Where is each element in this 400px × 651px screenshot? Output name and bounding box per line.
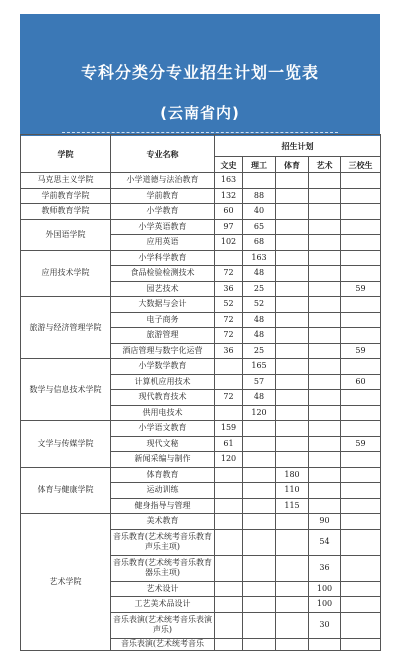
column-header-wenshi: 文史 <box>215 157 243 173</box>
major-cell: 现代教育技术 <box>111 390 215 406</box>
wenshi-cell: 61 <box>215 436 243 452</box>
major-cell: 食品检验检测技术 <box>111 266 215 282</box>
major-cell: 现代文秘 <box>111 436 215 452</box>
tiyu-cell <box>276 173 309 189</box>
ligong-cell <box>243 483 276 499</box>
table-body <box>21 173 381 651</box>
table-row <box>21 188 381 204</box>
ligong-cell: 25 <box>243 343 276 359</box>
sanxiao-cell <box>341 514 381 530</box>
major-cell: 供用电技术 <box>111 405 215 421</box>
wenshi-cell: 36 <box>215 343 243 359</box>
yishu-cell <box>309 638 341 650</box>
sanxiao-cell <box>341 452 381 468</box>
college-cell: 应用技术学院 <box>21 250 111 297</box>
college-cell: 教师教育学院 <box>21 204 111 220</box>
sanxiao-cell <box>341 498 381 514</box>
sanxiao-cell <box>341 467 381 483</box>
college-cell: 旅游与经济管理学院 <box>21 297 111 359</box>
major-cell: 美术教育 <box>111 514 215 530</box>
tiyu-cell <box>276 421 309 437</box>
major-cell: 酒店管理与数字化运营 <box>111 343 215 359</box>
wenshi-cell <box>215 529 243 555</box>
major-cell: 音乐教育(艺术统考音乐教育声乐主项) <box>111 529 215 555</box>
wenshi-cell <box>215 555 243 581</box>
tiyu-cell <box>276 266 309 282</box>
ligong-cell: 48 <box>243 312 276 328</box>
major-cell: 旅游管理 <box>111 328 215 344</box>
yishu-cell <box>309 328 341 344</box>
major-cell: 大数据与会计 <box>111 297 215 313</box>
yishu-cell <box>309 281 341 297</box>
major-cell: 运动训练 <box>111 483 215 499</box>
major-cell: 音乐表演(艺术统考音乐表演声乐) <box>111 612 215 638</box>
header-divider <box>62 132 338 133</box>
yishu-cell <box>309 498 341 514</box>
column-header-college: 学院 <box>21 135 111 173</box>
yishu-cell: 100 <box>309 581 341 597</box>
table-row <box>21 421 381 437</box>
ligong-cell <box>243 514 276 530</box>
ligong-cell <box>243 612 276 638</box>
sanxiao-cell <box>341 359 381 375</box>
sanxiao-cell <box>341 235 381 251</box>
tiyu-cell <box>276 359 309 375</box>
ligong-cell <box>243 452 276 468</box>
yishu-cell <box>309 235 341 251</box>
tiyu-cell <box>276 250 309 266</box>
wenshi-cell <box>215 612 243 638</box>
ligong-cell: 40 <box>243 204 276 220</box>
tiyu-cell <box>276 612 309 638</box>
ligong-cell: 48 <box>243 390 276 406</box>
ligong-cell <box>243 173 276 189</box>
ligong-cell: 65 <box>243 219 276 235</box>
major-cell: 健身指导与管理 <box>111 498 215 514</box>
ligong-cell: 88 <box>243 188 276 204</box>
tiyu-cell <box>276 328 309 344</box>
table-row <box>21 204 381 220</box>
wenshi-cell <box>215 483 243 499</box>
ligong-cell <box>243 555 276 581</box>
ligong-cell: 48 <box>243 266 276 282</box>
major-cell: 园艺技术 <box>111 281 215 297</box>
sanxiao-cell <box>341 421 381 437</box>
enrollment-plan-table <box>20 134 381 651</box>
column-header-yishu: 艺术 <box>309 157 341 173</box>
page-title: 专科分类分专业招生计划一览表 <box>80 63 319 82</box>
yishu-cell <box>309 312 341 328</box>
table-row <box>21 173 381 189</box>
tiyu-cell: 115 <box>276 498 309 514</box>
college-cell: 学前教育学院 <box>21 188 111 204</box>
yishu-cell <box>309 405 341 421</box>
ligong-cell: 163 <box>243 250 276 266</box>
wenshi-cell: 97 <box>215 219 243 235</box>
yishu-cell <box>309 204 341 220</box>
yishu-cell: 90 <box>309 514 341 530</box>
sanxiao-cell <box>341 597 381 613</box>
wenshi-cell: 72 <box>215 390 243 406</box>
tiyu-cell <box>276 297 309 313</box>
wenshi-cell <box>215 374 243 390</box>
tiyu-cell <box>276 204 309 220</box>
yishu-cell <box>309 467 341 483</box>
sanxiao-cell <box>341 297 381 313</box>
table-row <box>21 297 381 313</box>
column-header-major: 专业名称 <box>111 135 215 173</box>
table-row <box>21 250 381 266</box>
sanxiao-cell: 59 <box>341 281 381 297</box>
tiyu-cell <box>276 188 309 204</box>
sanxiao-cell <box>341 581 381 597</box>
tiyu-cell: 180 <box>276 467 309 483</box>
table-row <box>21 514 381 530</box>
ligong-cell: 25 <box>243 281 276 297</box>
college-cell: 马克思主义学院 <box>21 173 111 189</box>
ligong-cell <box>243 467 276 483</box>
sanxiao-cell: 60 <box>341 374 381 390</box>
yishu-cell <box>309 359 341 375</box>
sanxiao-cell <box>341 612 381 638</box>
tiyu-cell <box>276 390 309 406</box>
ligong-cell <box>243 581 276 597</box>
tiyu-cell <box>276 555 309 581</box>
major-cell: 小学道德与法治教育 <box>111 173 215 189</box>
yishu-cell: 36 <box>309 555 341 581</box>
tiyu-cell <box>276 638 309 650</box>
yishu-cell <box>309 266 341 282</box>
wenshi-cell: 120 <box>215 452 243 468</box>
ligong-cell: 120 <box>243 405 276 421</box>
yishu-cell <box>309 374 341 390</box>
tiyu-cell <box>276 514 309 530</box>
wenshi-cell <box>215 638 243 650</box>
ligong-cell <box>243 529 276 555</box>
ligong-cell: 68 <box>243 235 276 251</box>
tiyu-cell: 110 <box>276 483 309 499</box>
major-cell: 小学科学教育 <box>111 250 215 266</box>
wenshi-cell <box>215 467 243 483</box>
sanxiao-cell <box>341 204 381 220</box>
wenshi-cell <box>215 597 243 613</box>
ligong-cell: 57 <box>243 374 276 390</box>
wenshi-cell: 159 <box>215 421 243 437</box>
table-row <box>21 219 381 235</box>
major-cell: 音乐表演(艺术统考音乐 <box>111 638 215 650</box>
college-cell: 体育与健康学院 <box>21 467 111 514</box>
yishu-cell <box>309 343 341 359</box>
college-cell: 文学与传媒学院 <box>21 421 111 468</box>
column-header-tiyu: 体育 <box>276 157 309 173</box>
major-cell: 体育教育 <box>111 467 215 483</box>
yishu-cell <box>309 436 341 452</box>
tiyu-cell <box>276 405 309 421</box>
major-cell: 应用英语 <box>111 235 215 251</box>
sanxiao-cell: 59 <box>341 343 381 359</box>
tiyu-cell <box>276 235 309 251</box>
wenshi-cell: 52 <box>215 297 243 313</box>
yishu-cell <box>309 483 341 499</box>
ligong-cell: 165 <box>243 359 276 375</box>
ligong-cell: 48 <box>243 328 276 344</box>
college-cell: 数学与信息技术学院 <box>21 359 111 421</box>
column-header-plan: 招生计划 <box>215 135 381 157</box>
page-subtitle: (云南省内) <box>160 104 240 122</box>
sanxiao-cell <box>341 638 381 650</box>
tiyu-cell <box>276 597 309 613</box>
sanxiao-cell: 59 <box>341 436 381 452</box>
table-row <box>21 359 381 375</box>
yishu-cell: 30 <box>309 612 341 638</box>
wenshi-cell: 60 <box>215 204 243 220</box>
table-header-row <box>21 135 381 157</box>
major-cell: 计算机应用技术 <box>111 374 215 390</box>
sanxiao-cell <box>341 328 381 344</box>
tiyu-cell <box>276 312 309 328</box>
college-cell: 艺术学院 <box>21 514 111 651</box>
header-banner <box>20 14 380 136</box>
column-header-sanxiao: 三校生 <box>341 157 381 173</box>
wenshi-cell <box>215 359 243 375</box>
yishu-cell: 100 <box>309 597 341 613</box>
yishu-cell <box>309 173 341 189</box>
sanxiao-cell <box>341 483 381 499</box>
wenshi-cell: 163 <box>215 173 243 189</box>
wenshi-cell <box>215 514 243 530</box>
yishu-cell: 54 <box>309 529 341 555</box>
yishu-cell <box>309 421 341 437</box>
ligong-cell <box>243 638 276 650</box>
sanxiao-cell <box>341 405 381 421</box>
sanxiao-cell <box>341 188 381 204</box>
tiyu-cell <box>276 529 309 555</box>
tiyu-cell <box>276 374 309 390</box>
major-cell: 工艺美术品设计 <box>111 597 215 613</box>
sanxiao-cell <box>341 250 381 266</box>
major-cell: 学前教育 <box>111 188 215 204</box>
yishu-cell <box>309 452 341 468</box>
yishu-cell <box>309 219 341 235</box>
wenshi-cell: 36 <box>215 281 243 297</box>
wenshi-cell: 72 <box>215 312 243 328</box>
table-row <box>21 467 381 483</box>
sanxiao-cell <box>341 312 381 328</box>
ligong-cell <box>243 498 276 514</box>
major-cell: 小学数学教育 <box>111 359 215 375</box>
wenshi-cell: 102 <box>215 235 243 251</box>
sanxiao-cell <box>341 529 381 555</box>
sanxiao-cell <box>341 219 381 235</box>
major-cell: 小学英语教育 <box>111 219 215 235</box>
wenshi-cell <box>215 405 243 421</box>
tiyu-cell <box>276 281 309 297</box>
ligong-cell <box>243 597 276 613</box>
tiyu-cell <box>276 436 309 452</box>
wenshi-cell <box>215 250 243 266</box>
tiyu-cell <box>276 219 309 235</box>
wenshi-cell <box>215 581 243 597</box>
tiyu-cell <box>276 452 309 468</box>
column-header-ligong: 理工 <box>243 157 276 173</box>
tiyu-cell <box>276 581 309 597</box>
major-cell: 电子商务 <box>111 312 215 328</box>
sanxiao-cell <box>341 266 381 282</box>
yishu-cell <box>309 188 341 204</box>
tiyu-cell <box>276 343 309 359</box>
yishu-cell <box>309 250 341 266</box>
ligong-cell <box>243 421 276 437</box>
sanxiao-cell <box>341 390 381 406</box>
major-cell: 小学语文教育 <box>111 421 215 437</box>
ligong-cell: 52 <box>243 297 276 313</box>
wenshi-cell: 72 <box>215 328 243 344</box>
college-cell: 外国语学院 <box>21 219 111 250</box>
major-cell: 音乐教育(艺术统考音乐教育器乐主项) <box>111 555 215 581</box>
wenshi-cell <box>215 498 243 514</box>
yishu-cell <box>309 297 341 313</box>
wenshi-cell: 132 <box>215 188 243 204</box>
sanxiao-cell <box>341 555 381 581</box>
major-cell: 小学教育 <box>111 204 215 220</box>
major-cell: 艺术设计 <box>111 581 215 597</box>
wenshi-cell: 72 <box>215 266 243 282</box>
sanxiao-cell <box>341 173 381 189</box>
ligong-cell <box>243 436 276 452</box>
yishu-cell <box>309 390 341 406</box>
major-cell: 新闻采编与制作 <box>111 452 215 468</box>
